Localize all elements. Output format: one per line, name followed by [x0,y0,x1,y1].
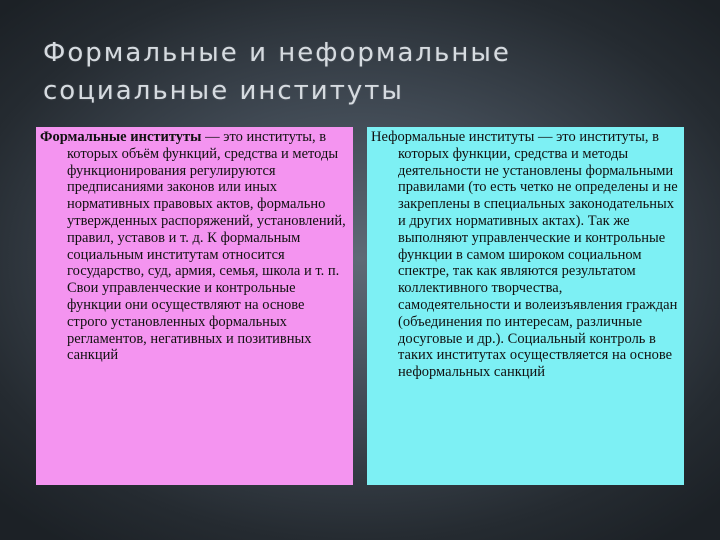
formal-institutions-text [40,129,347,364]
slide-title-line-2: социальные институты [43,76,404,106]
informal-institutions-panel [367,127,684,485]
slide-title-line-1: Формальные и неформальные [43,38,511,68]
slide-title [43,34,693,110]
formal-institutions-term: Формальные институты [40,129,202,145]
formal-institutions-panel [36,127,353,485]
formal-institutions-definition: — это институты, в которых объём функций, средства и методы функционирования регулируются предписаниями законов или иных нормативных правовых актов, формально утвержденных распоряжений, установлений, правил, уставов и т. д. К формальным социальным институтам относится государство, суд, армия, семья, школа и т. п. Свои управленческие и контрольные функции они осуществляют на основе строго установленных формальных регламентов, негативных и позитивных санкций [67,129,346,364]
informal-institutions-text: Неформальные институты — это институты, в которых функции, средства и методы деятельности не установлены формальными правилами (то есть четко не определены и не закреплены в специальных законодательных и других нормативных актах). Так же выполняют управленческие и контрольные функции в самом широком социальном спектре, так как являются результатом коллективного творчества, самодеятельности и волеизъявления граждан (объединения по интересам, различные досуговые и др.). Социальный контроль в таких институтах осуществляется на основе неформальных санкций [371,129,678,381]
